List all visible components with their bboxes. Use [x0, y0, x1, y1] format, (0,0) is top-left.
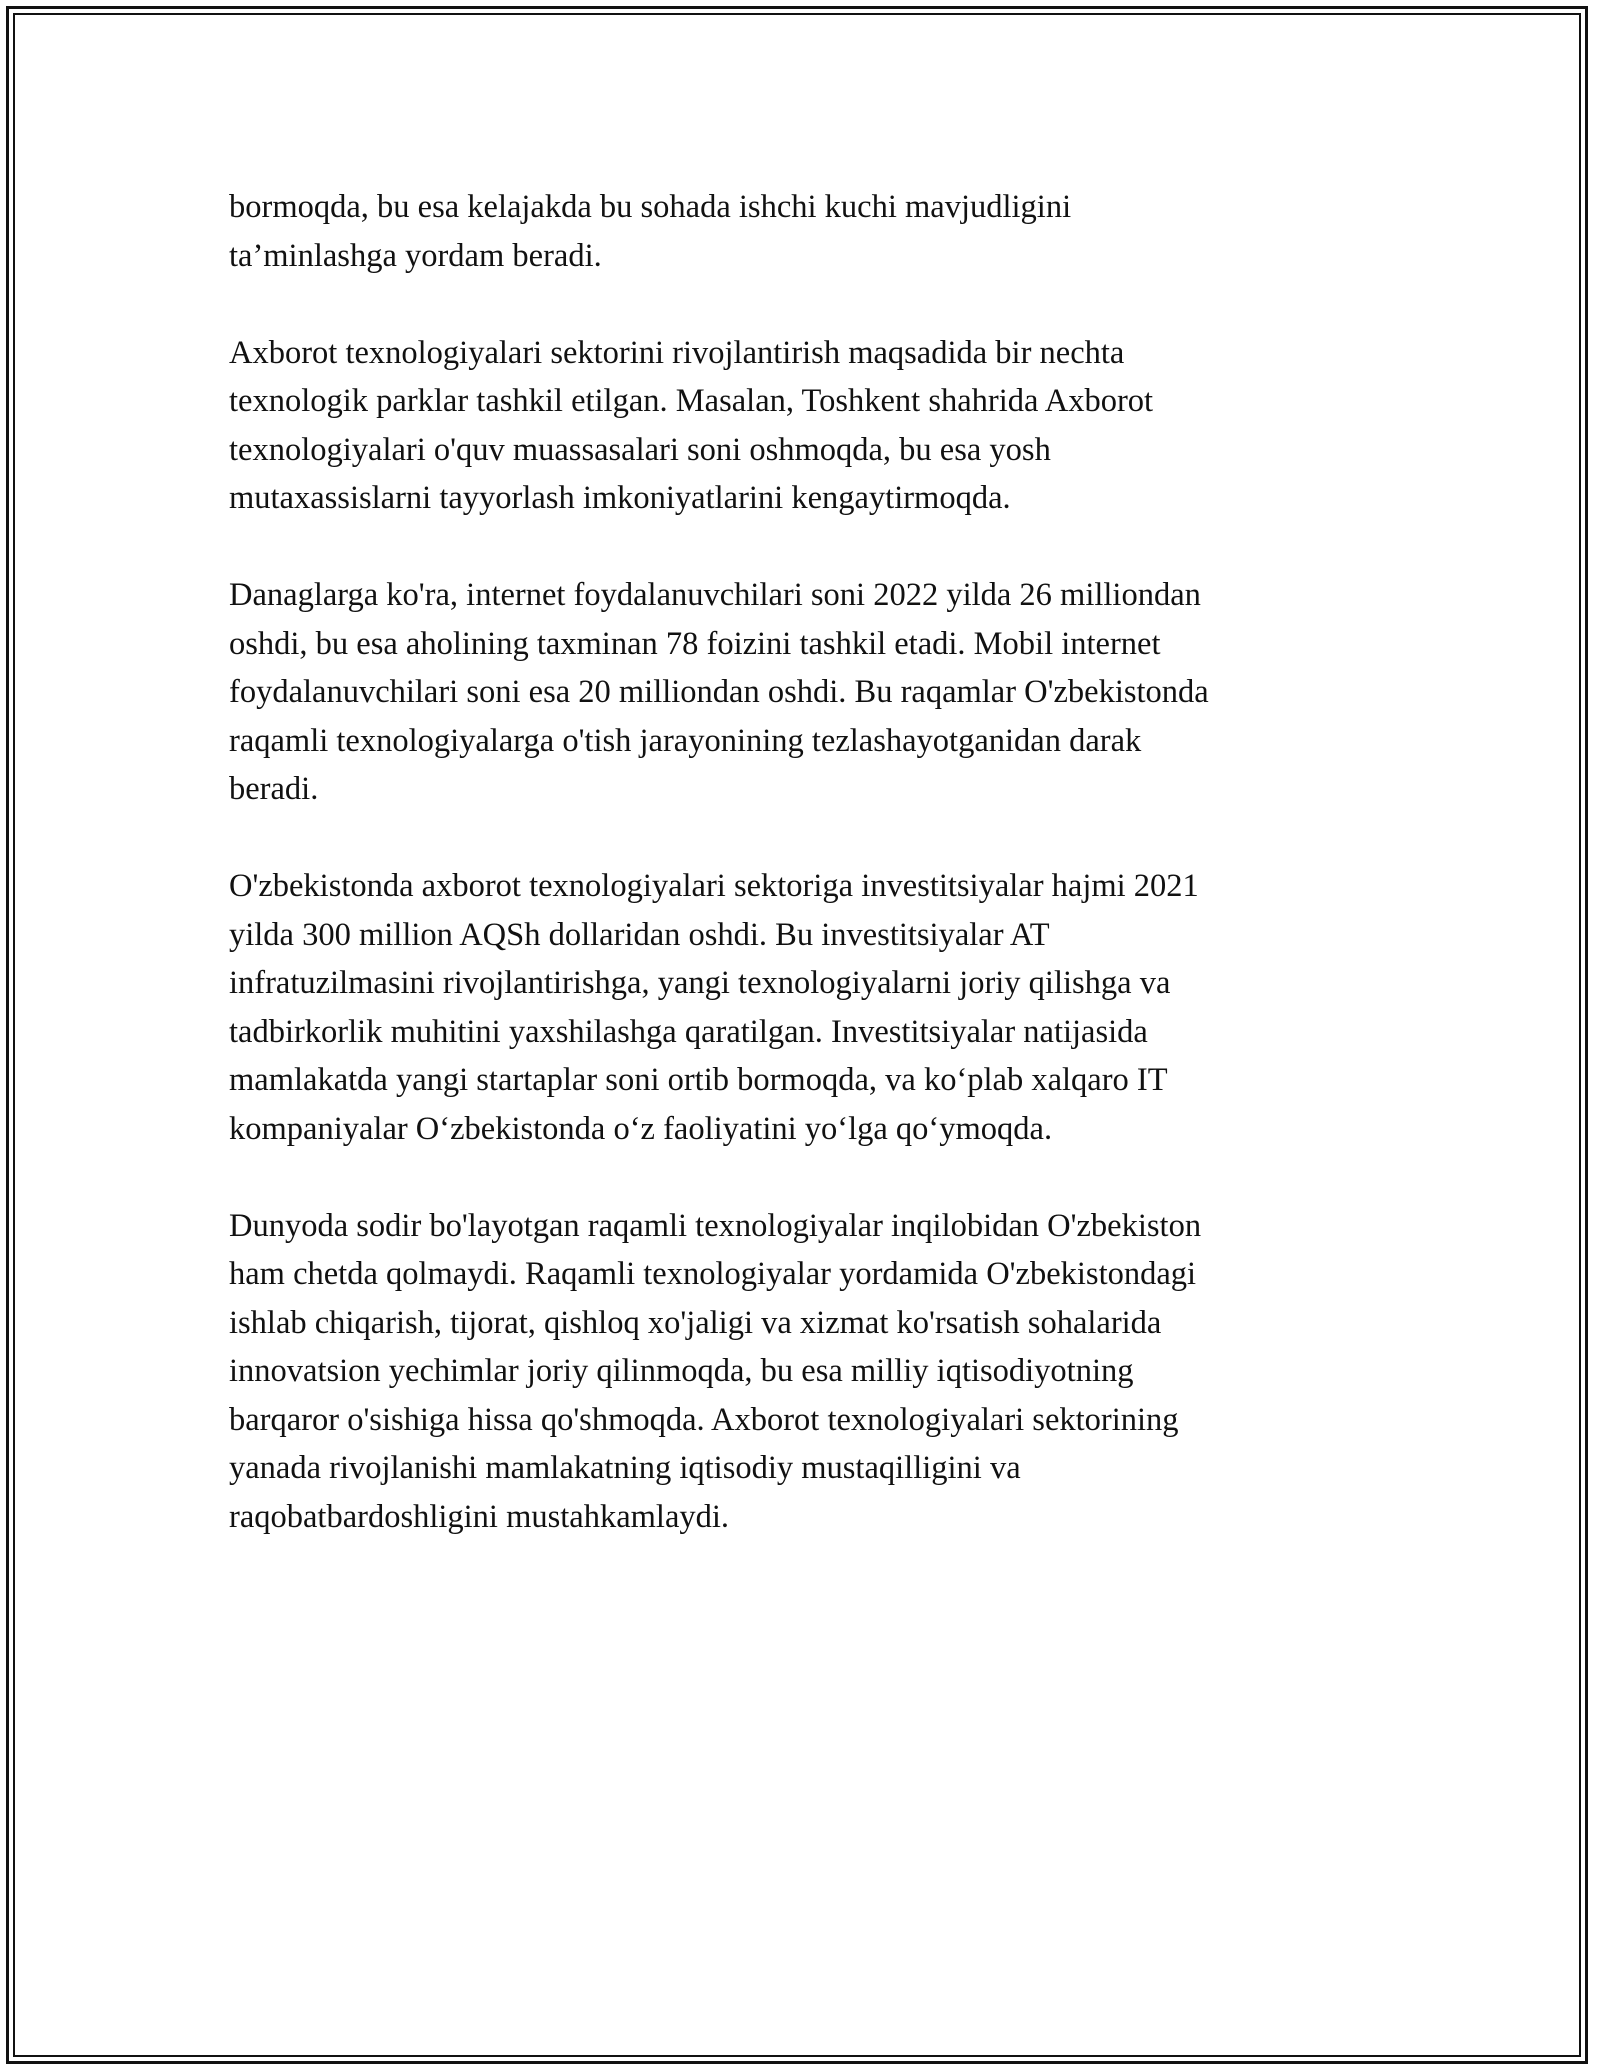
paragraph-2: [229, 329, 1389, 523]
paragraph-5: [229, 1202, 1389, 1542]
paragraph-3: [229, 571, 1389, 814]
text-line: yilda 300 million AQSh dollaridan oshdi. Bu investitsiyalar AT: [229, 916, 1050, 953]
text-line: infratuzilmasini rivojlantirishga, yangi texnologiyalarni joriy qilishga va: [229, 965, 1171, 1001]
text-line: texnologik parklar tashkil etilgan. Masalan, Toshkent shahrida Axborot: [229, 383, 1154, 419]
text-line: bormoqda, bu esa kelajakda bu sohada ishchi kuchi mavjudligini: [229, 189, 1072, 225]
text-line: mutaxassislarni tayyorlash imkoniyatlarini kengaytirmoqda.: [229, 480, 1011, 516]
text-line: Dunyoda sodir bo'layotgan raqamli texnologiyalar inqilobidan O'zbekiston: [229, 1207, 1202, 1244]
text-line: O'zbekistonda axborot texnologiyalari sektoriga investitsiyalar hajmi 2021: [229, 868, 1199, 904]
text-line: Axborot texnologiyalari sektorini rivojlantirish maqsadida bir nechta: [229, 334, 1125, 371]
text-line: raqamli texnologiyalarga o'tish jarayonining tezlashayotganidan darak: [229, 722, 1142, 759]
text-line: yanada rivojlanishi mamlakatning iqtisodiy mustaqilligini va: [229, 1450, 1021, 1486]
text-line: oshdi, bu esa aholining taxminan 78 foizini tashkil etadi. Mobil internet: [229, 625, 1161, 662]
text-line: raqobatbardoshligini mustahkamlaydi.: [229, 1498, 730, 1535]
paragraph-4: [229, 862, 1389, 1153]
text-line: innovatsion yechimlar joriy qilinmoqda, bu esa milliy iqtisodiyotning: [229, 1353, 1134, 1389]
text-line: mamlakatda yangi startaplar soni ortib bormoqda, va ko‘plab xalqaro IT: [229, 1062, 1168, 1098]
text-line: foydalanuvchilari soni esa 20 milliondan oshdi. Bu raqamlar O'zbekistonda: [229, 674, 1209, 710]
text-line: texnologiyalari o'quv muassasalari soni oshmoqda, bu esa yosh: [229, 431, 1051, 468]
text-line: tadbirkorlik muhitini yaxshilashga qaratilgan. Investitsiyalar natijasida: [229, 1013, 1148, 1050]
paragraph-1: [229, 183, 1389, 280]
text-line: barqaror o'sishiga hissa qo'shmoqda. Axborot texnologiyalari sektorining: [229, 1401, 1179, 1438]
text-line: Danaglarga ko'ra, internet foydalanuvchilari soni 2022 yilda 26 milliondan: [229, 577, 1201, 613]
text-line: kompaniyalar O‘zbekistonda o‘z faoliyatini yo‘lga qo‘ymoqda.: [229, 1110, 1053, 1147]
text-line: ishlab chiqarish, tijorat, qishloq xo'jaligi va xizmat ko'rsatish sohalarida: [229, 1304, 1162, 1341]
text-line: beradi.: [229, 771, 319, 807]
text-line: ham chetda qolmaydi. Raqamli texnologiyalar yordamida O'zbekistondagi: [229, 1256, 1197, 1292]
text-line: ta’minlashga yordam beradi.: [229, 237, 602, 274]
document-body: [229, 183, 1389, 1590]
